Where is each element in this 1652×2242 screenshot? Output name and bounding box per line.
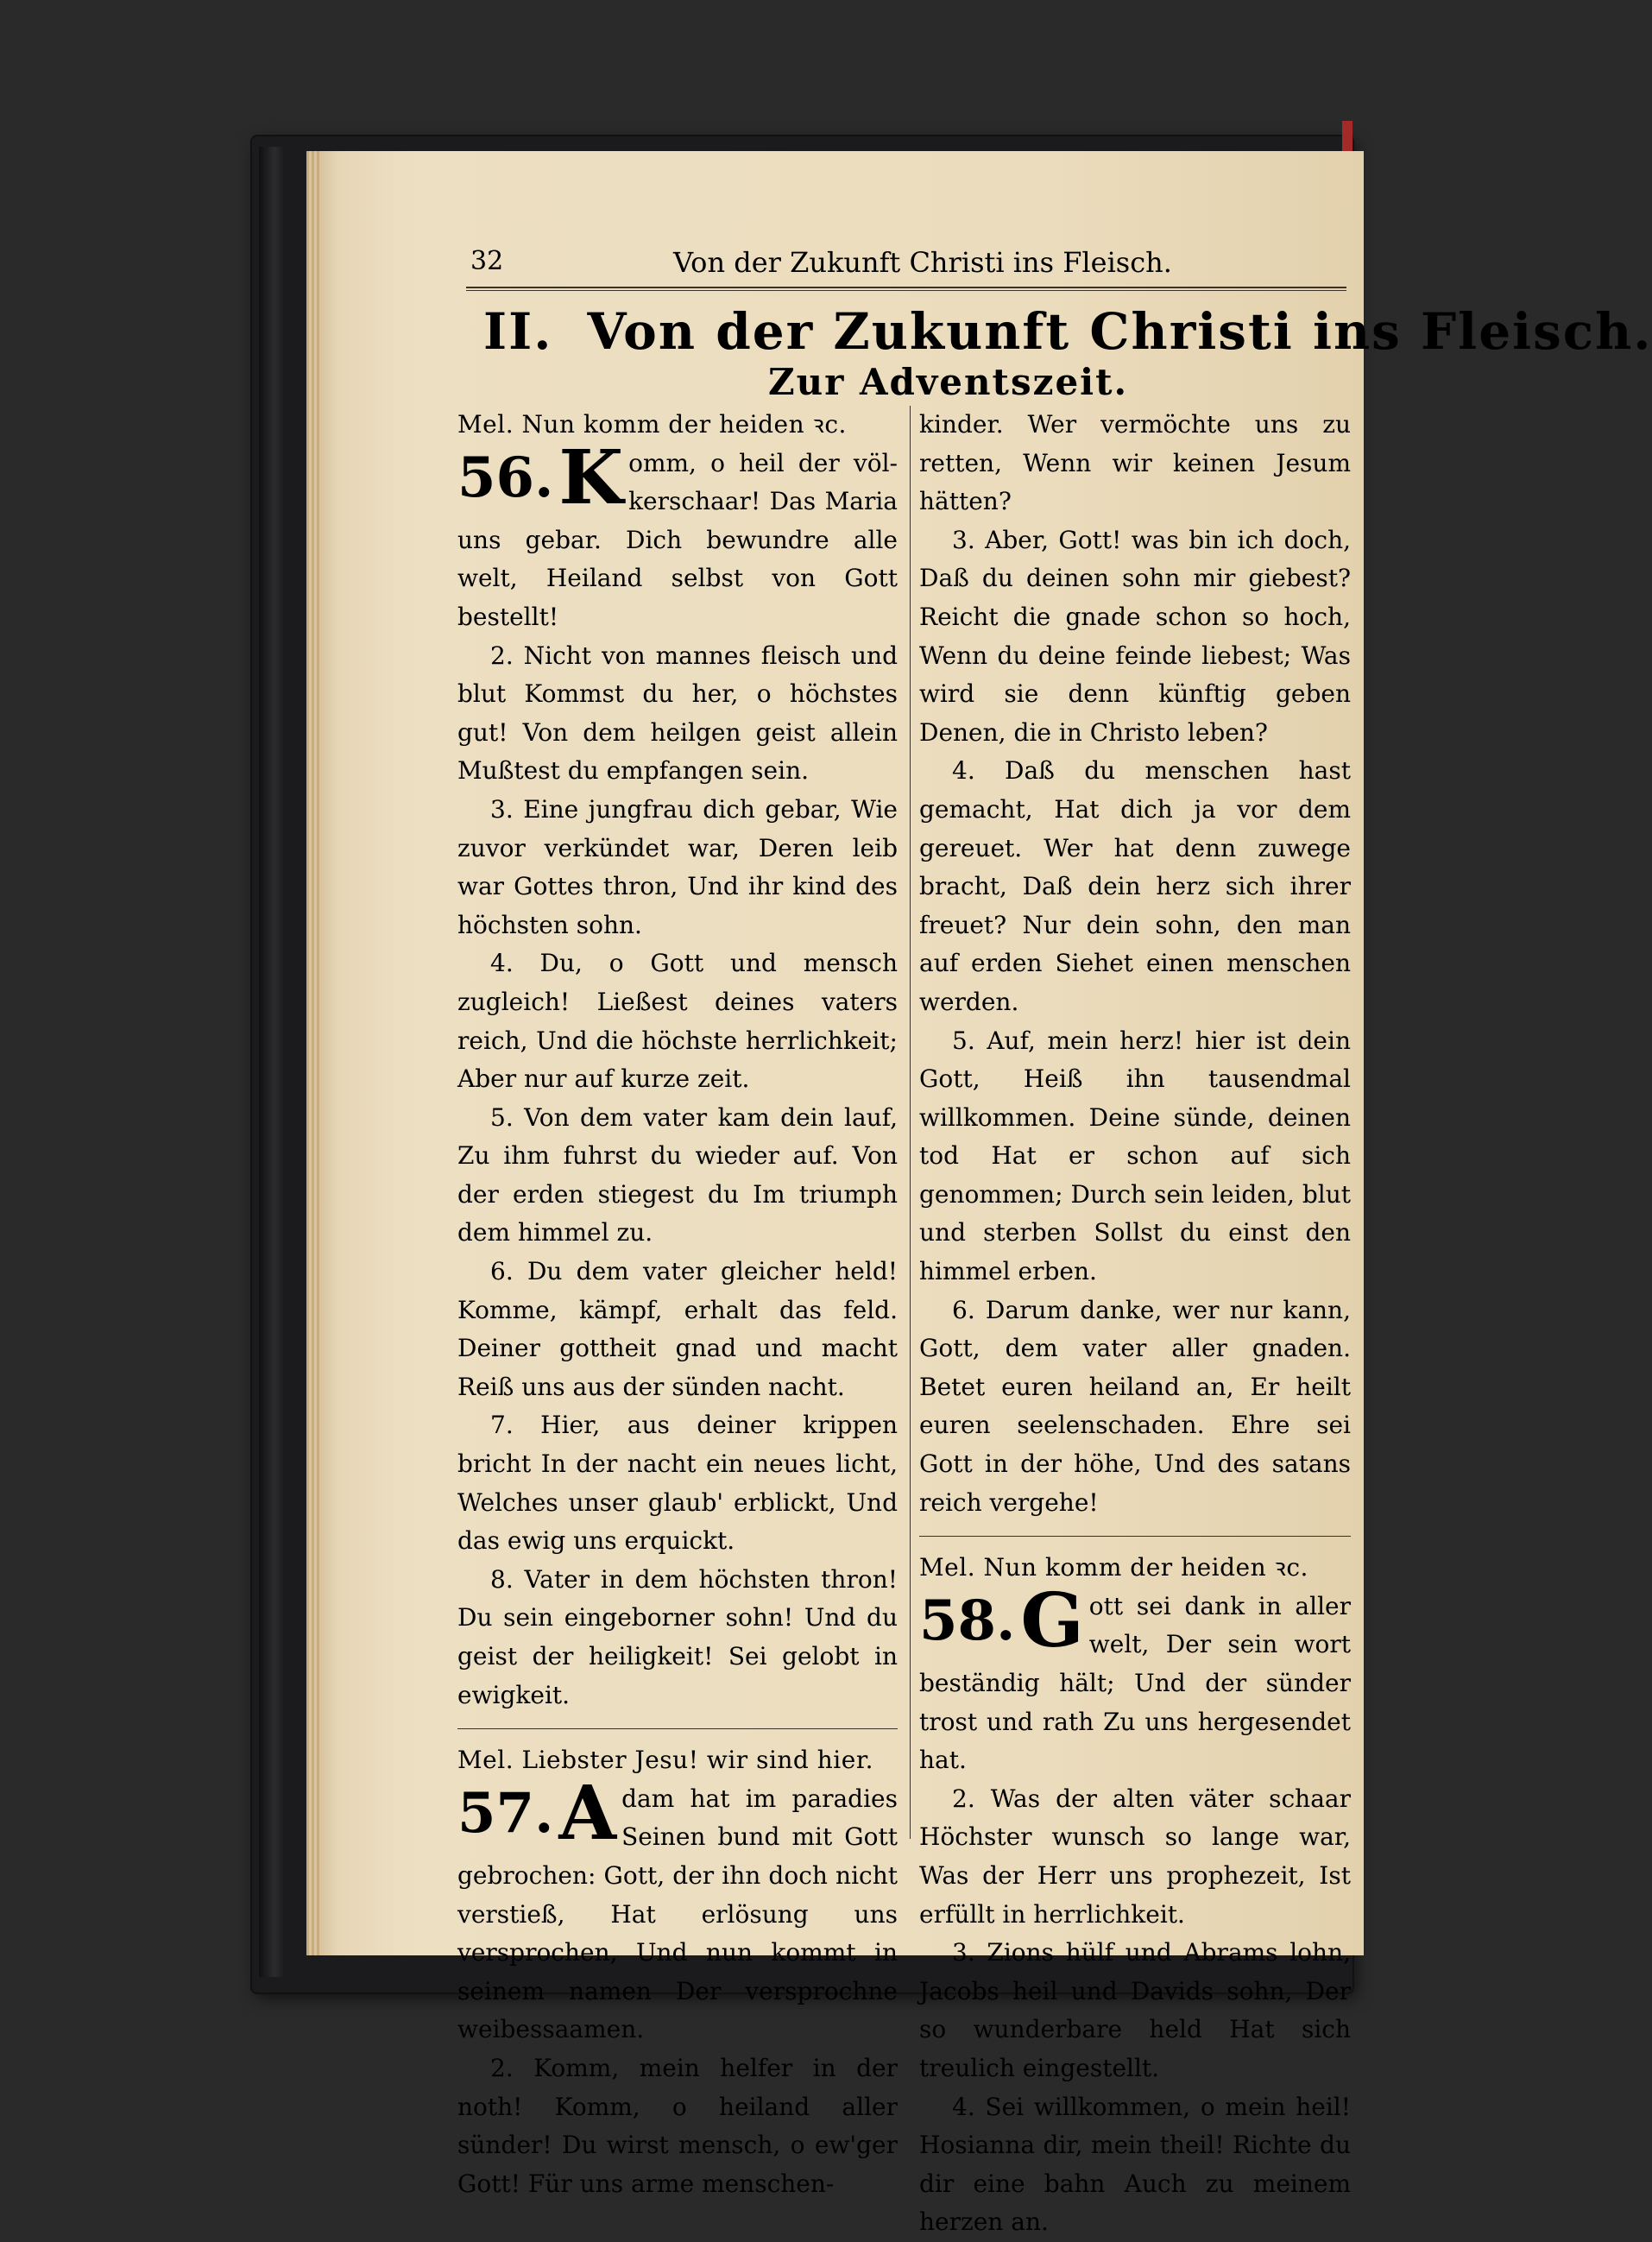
hymn-56-stanza-1: omm, o heil der völ- kerschaar! Das Maria uns gebar. Dich bewundre alle welt, Heiland selbst von Gott bestellt!: [457, 448, 898, 631]
hymn-58-stanza-3: 3. Zions hülf und Abrams lohn, Jacobs heil und Davids sohn, Der so wunderbare held Hat sich treulich eingestellt.: [919, 1938, 1351, 2082]
hymn-57-continuation: kinder. Wer vermöchte uns zu retten, Wenn wir keinen Jesum hätten?: [919, 410, 1351, 516]
hymn-58-stanza-4: 4. Sei willkommen, o mein heil! Hosianna dir, mein theil! Richte du dir eine bahn Auch zu meinem herzen an.: [919, 2092, 1351, 2237]
page-edges: [306, 151, 322, 1955]
section-subtitle: Zur Adventszeit.: [768, 361, 1129, 403]
hymn-58-stanza-1: ott sei dank in aller welt, Der sein wort beständig hält; Und der sünder trost und rath Zu uns hergesendet hat.: [919, 1591, 1351, 1775]
hymn-57-stanza-6: 6. Darum danke, wer nur kann, Gott, dem vater aller gnaden. Betet euren heiland an, Er heilt euren seelenschaden. Ehre sei Gott in der höhe, Und des satans reich vergehe!: [919, 1295, 1351, 1517]
hymn-56-stanza-7: 7. Hier, aus deiner krippen bricht In der nacht ein neues licht, Welches unser glaub' erblickt, Und das ewig uns erquickt.: [457, 1411, 898, 1556]
hymn-56-stanza-3: 3. Eine jungfrau dich gebar, Wie zuvor verkündet war, Deren leib war Gottes thron, Und ihr kind des höchsten sohn.: [457, 794, 898, 939]
hymn-separator: [457, 1728, 898, 1729]
hymn-56-stanza-5: 5. Von dem vater kam dein lauf, Zu ihm fuhrst du wieder auf. Von der erden stiegest du Im triumph dem himmel zu.: [457, 1102, 898, 1247]
hymn-58-melody: Mel. Nun komm der heiden ꝛc.: [919, 1553, 1308, 1582]
hymn-58: [919, 1576, 1351, 1780]
hymn-56-stanza-2: 2. Nicht von mannes fleisch und blut Kommst du her, o höchstes gut! Von dem heilgen geist allein Mußtest du empfangen sein.: [457, 641, 898, 786]
hymn-57-melody: Mel. Liebster Jesu! wir sind hier.: [457, 1746, 874, 1775]
right-column: [919, 406, 1351, 2242]
header-rule: [466, 287, 1346, 291]
hymn-58-stanza-2: 2. Was der alten väter schaar Höchster wunsch so lange war, Was der Herr uns prophezeit, Ist erfüllt in herrlichkeit.: [919, 1784, 1351, 1929]
hymn-56-stanza-6: 6. Du dem vater gleicher held! Komme, kämpf, erhalt das feld. Deiner gottheit gnad und macht Reiß uns aus der sünden nacht.: [457, 1257, 898, 1401]
section-heading: [483, 302, 1652, 361]
hymn-56-stanza-8: 8. Vater in dem höchsten thron! Du sein eingeborner sohn! Und du geist der heiligkeit! Sei gelobt in ewigkeit.: [457, 1564, 898, 1709]
hymn-56-melody: Mel. Nun komm der heiden ꝛc.: [457, 410, 847, 439]
column-divider: [910, 406, 911, 1839]
hymn-57-stanza-1: dam hat im paradies Seinen bund mit Gott gebrochen: Gott, der ihn doch nicht verstieß, Hat erlösung uns versprochen, Und nun kommt in seinem namen Der versprochne weibessaamen.: [457, 1784, 898, 2044]
running-title: Von der Zukunft Christi ins Fleisch.: [673, 246, 1172, 279]
hymn-57-number: 57.: [457, 1780, 554, 1846]
hymn-58-number: 58.: [919, 1588, 1016, 1653]
hymn-56-stanza-4: 4. Du, o Gott und mensch zugleich! Ließest deines vaters reich, Und die höchste herrlichkeit; Aber nur auf kurze zeit.: [457, 949, 898, 1094]
hymn-57: [457, 1769, 898, 2049]
hymn-57-stanza-5: 5. Auf, mein herz! hier ist dein Gott, Heiß ihn tausendmal willkommen. Deine sünde, deinen tod Hat er schon auf sich genommen; Durch sein leiden, blut und sterben Sollst du einst den himmel erben.: [919, 1026, 1351, 1286]
section-numeral: II.: [483, 302, 553, 361]
hymn-58-initial: G: [1020, 1576, 1084, 1664]
hymn-57-initial: A: [558, 1769, 617, 1857]
left-column: [457, 406, 898, 2203]
hymn-separator: [919, 1536, 1351, 1537]
hymn-57-stanza-2: 2. Komm, mein helfer in der noth! Komm, o heiland aller sünder! Du wirst mensch, o ew'ger Gott! Für uns arme menschen-: [457, 2053, 898, 2198]
hymn-57-stanza-4: 4. Daß du menschen hast gemacht, Hat dich ja vor dem gereuet. Wer hat denn zuwege bracht, Daß dein herz sich ihrer freuet? Nur dein sohn, den man auf erden Siehet einen menschen werden.: [919, 756, 1351, 1016]
section-title: Von der Zukunft Christi ins Fleisch.: [587, 302, 1652, 361]
hymn-56-number: 56.: [457, 445, 554, 510]
hymn-56-initial: K: [558, 433, 624, 521]
book-spine: [259, 147, 285, 1977]
hymn-56: [457, 433, 898, 637]
page-number: 32: [470, 246, 504, 276]
hymn-57-stanza-3: 3. Aber, Gott! was bin ich doch, Daß du deinen sohn mir giebest? Reicht die gnade schon so hoch, Wenn du deine feinde liebest; Was wird sie denn künftig geben Denen, die in Christo leben?: [919, 525, 1351, 747]
